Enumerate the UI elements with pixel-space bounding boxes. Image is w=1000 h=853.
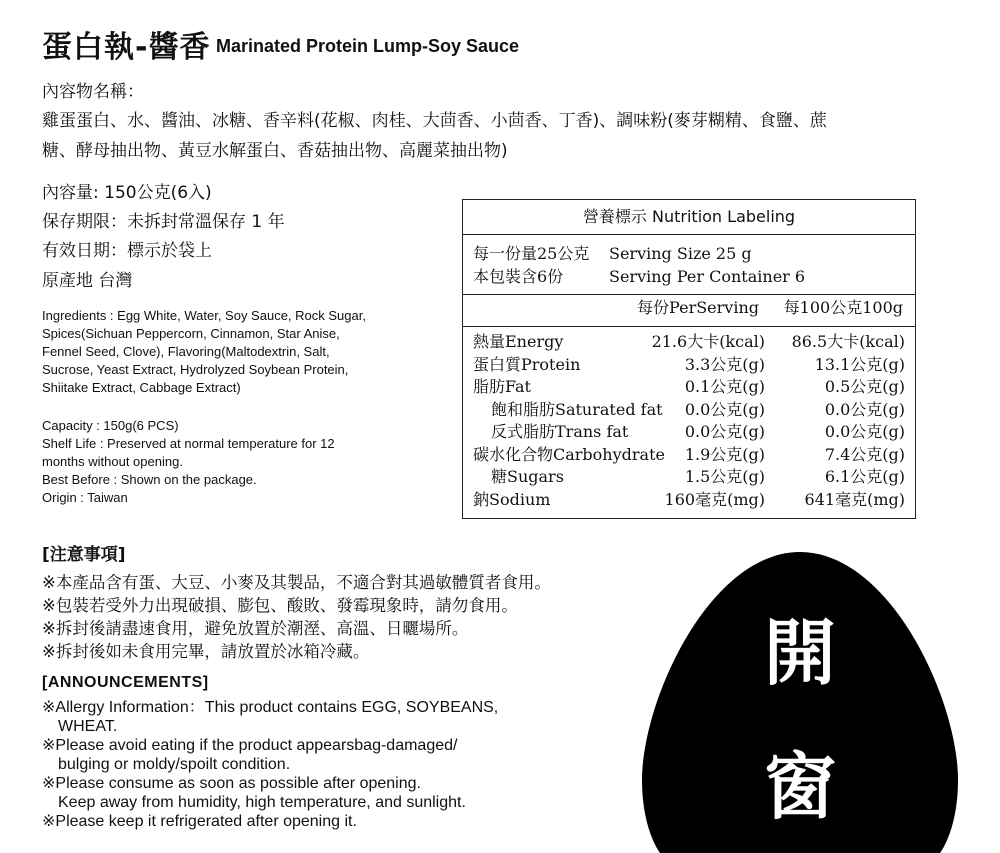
servings-per-container-row xyxy=(473,265,805,288)
nutrition-row xyxy=(463,399,915,422)
nutrient-per-100g: 6.1公克(g) xyxy=(824,467,905,486)
nutrition-rows xyxy=(463,331,915,511)
ingredients-label: 內容物名稱： xyxy=(42,82,144,102)
nutrition-table xyxy=(462,199,916,519)
nutrition-row xyxy=(463,354,915,377)
nutrition-row xyxy=(463,444,915,467)
serving-size-zh: 每一份量25公克 xyxy=(473,244,590,263)
nutrient-per-100g: 0.0公克(g) xyxy=(824,399,905,419)
nutrient-per-serving: 160毫克(mg) xyxy=(664,489,765,509)
shelf-life-en-cont: months without opening. xyxy=(42,454,183,469)
announcement-line: WHEAT. xyxy=(58,718,118,735)
nutrient-per-100g: 0.5公克(g) xyxy=(824,377,905,396)
nutrition-row xyxy=(463,331,915,354)
origin-zh: 原產地 台灣 xyxy=(42,271,133,291)
divider xyxy=(463,294,915,295)
announcements-list xyxy=(42,698,498,831)
capacity-zh: 內容量: 150公克(6入) xyxy=(42,183,212,203)
nutrient-per-serving: 1.5公克(g) xyxy=(684,467,765,486)
nutrient-per-serving: 0.0公克(g) xyxy=(684,422,765,441)
egg-window-badge xyxy=(640,550,960,853)
ingredients-line: 糖、酵母抽出物、黃豆水解蛋白、香菇抽出物、高麗菜抽出物) xyxy=(42,141,508,161)
ingredients-en-line: Sucrose, Yeast Extract, Hydrolyzed Soybean Protein, xyxy=(42,362,349,377)
product-title-zh: 蛋白執-醬香 xyxy=(42,30,211,65)
nutrient-name: 飽和脂肪Saturated fat xyxy=(491,399,663,419)
announcements-heading: [ANNOUNCEMENTS] xyxy=(42,674,209,691)
nutrient-per-serving: 1.9公克(g) xyxy=(684,444,765,464)
ingredients-en-line: Ingredients : Egg White, Water, Soy Sauce, Rock Sugar, xyxy=(42,308,366,323)
egg-char: 窗 xyxy=(763,745,837,829)
note-item: ※本產品含有蛋、大豆、小麥及其製品，不適合對其過敏體質者食用。 xyxy=(42,573,551,592)
meta-en xyxy=(42,417,335,507)
nutrient-per-100g: 86.5大卡(kcal) xyxy=(791,332,905,351)
nutrient-per-serving: 3.3公克(g) xyxy=(684,354,765,374)
nutrient-name: 鈉Sodium xyxy=(473,489,551,509)
col-per-100g: 每100公克100g xyxy=(783,298,903,317)
nutrient-per-100g: 0.0公克(g) xyxy=(824,422,905,441)
ingredients-en-line: Fennel Seed, Clove), Flavoring(Maltodextrin, Salt, xyxy=(42,344,330,359)
announcement-line: bulging or moldy/spoilt condition. xyxy=(58,756,291,773)
nutrient-name: 蛋白質Protein xyxy=(473,354,581,374)
serving-info xyxy=(473,242,805,288)
nutrition-row xyxy=(463,489,915,512)
note-item: ※包裝若受外力出現破損、膨包、酸敗、發霉現象時，請勿食用。 xyxy=(42,596,518,615)
ingredients-line: 雞蛋蛋白、水、醬油、冰糖、香辛料(花椒、肉桂、大茴香、小茴香、丁香)、調味粉(麥芽糊精、食鹽、蔗 xyxy=(42,111,827,131)
servings-per-container-en: Serving Per Container 6 xyxy=(609,267,806,286)
servings-per-container-zh: 本包裝含6份 xyxy=(473,267,564,286)
ingredients-en xyxy=(42,307,366,397)
nutrient-per-100g: 641毫克(mg) xyxy=(804,489,905,509)
nutrient-per-serving: 0.1公克(g) xyxy=(684,377,765,396)
announcement-line: Keep away from humidity, high temperature, and sunlight. xyxy=(58,794,466,811)
origin-en: Origin : Taiwan xyxy=(42,490,128,505)
notes-heading: [注意事項] xyxy=(42,545,126,565)
nutrient-per-serving: 0.0公克(g) xyxy=(684,399,765,419)
shelf-life-en: Shelf Life : Preserved at normal temperature for 12 xyxy=(42,436,335,451)
divider xyxy=(463,326,915,327)
best-before-en: Best Before : Shown on the package. xyxy=(42,472,257,487)
best-before-zh: 有效日期：標示於袋上 xyxy=(42,241,212,261)
nutrient-name: 糖Sugars xyxy=(491,467,564,486)
announcement-line: ※Allergy Information：This product contains EGG, SOYBEANS, xyxy=(42,699,499,716)
nutrient-name: 反式脂肪Trans fat xyxy=(491,422,629,441)
note-item: ※拆封後請盡速食用，避免放置於潮溼、高溫、日曬場所。 xyxy=(42,619,469,638)
serving-size-row xyxy=(473,242,805,265)
nutrition-row xyxy=(463,421,915,444)
nutrient-per-100g: 13.1公克(g) xyxy=(814,354,905,374)
nutrition-row xyxy=(463,466,915,489)
shelf-life-zh: 保存期限：未拆封常溫保存 1 年 xyxy=(42,212,285,232)
serving-size-en: Serving Size 25 g xyxy=(609,244,752,263)
col-per-serving: 每份PerServing xyxy=(637,298,759,317)
announcement-line: ※Please consume as soon as possible after opening. xyxy=(42,775,421,792)
nutrient-name: 碳水化合物Carbohydrate xyxy=(473,444,665,464)
nutrient-name: 脂肪Fat xyxy=(473,377,531,396)
nutrition-row xyxy=(463,376,915,399)
nutrition-header: 營養標示 Nutrition Labeling xyxy=(463,200,915,235)
announcement-line: ※Please avoid eating if the product appearsbag-damaged/ xyxy=(42,737,458,754)
nutrient-per-serving: 21.6大卡(kcal) xyxy=(651,332,765,351)
nutrient-per-100g: 7.4公克(g) xyxy=(824,444,905,464)
capacity-en: Capacity : 150g(6 PCS) xyxy=(42,418,179,433)
product-title-en: Marinated Protein Lump-Soy Sauce xyxy=(216,36,520,56)
ingredients-en-line: Shiitake Extract, Cabbage Extract) xyxy=(42,380,241,395)
note-item: ※拆封後如未食用完畢，請放置於冰箱冷藏。 xyxy=(42,642,370,661)
egg-char: 開 xyxy=(763,611,837,695)
nutrient-name: 熱量Energy xyxy=(473,332,564,351)
ingredients-en-line: Spices(Sichuan Peppercorn, Cinnamon, Star Anise, xyxy=(42,326,340,341)
announcement-line: ※Please keep it refrigerated after opening it. xyxy=(42,813,357,830)
